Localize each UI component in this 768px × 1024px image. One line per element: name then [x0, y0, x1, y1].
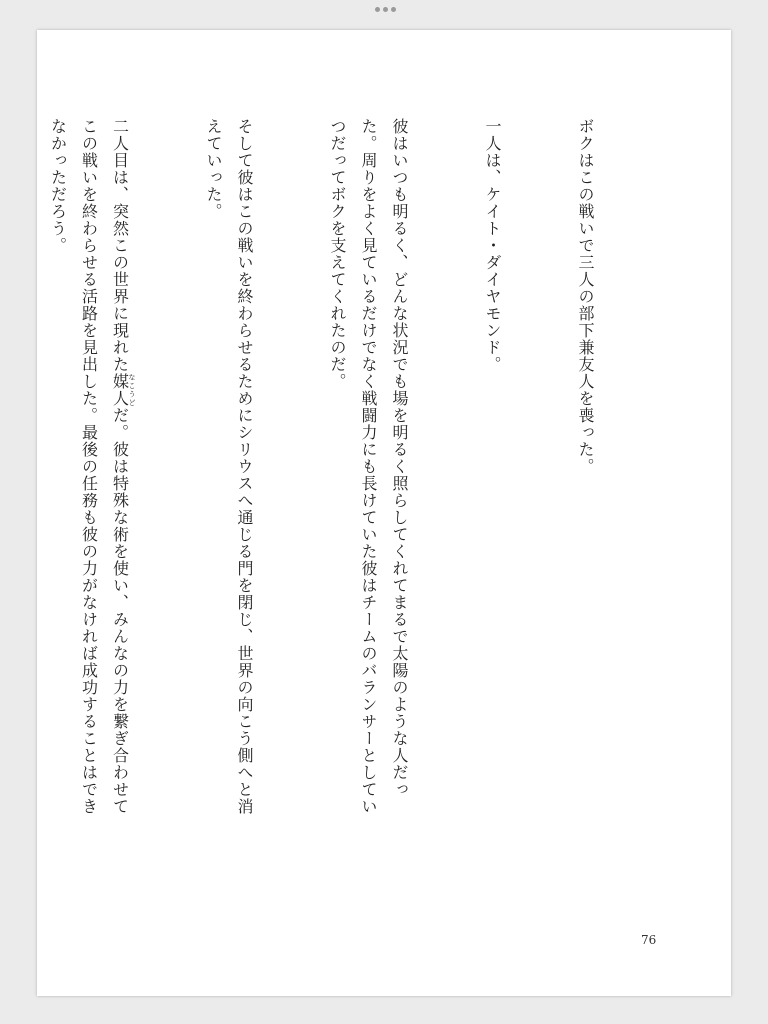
handle-dot-icon: [375, 7, 380, 12]
ruby-word: 媒人なこうど: [110, 373, 136, 407]
ruby-reading: なこうど: [128, 373, 136, 407]
handle-dot-icon: [391, 7, 396, 12]
paragraph-with-ruby: そして彼はこの戦いを終わらせるためにシリウスへ通じる門を閉じ、世界の向こう側へと消えていった。: [204, 118, 254, 815]
page-number: 76: [641, 933, 657, 947]
book-page[interactable]: [37, 30, 731, 996]
handle-dot-icon: [383, 7, 388, 12]
paragraph: 一人は、ケイト・ダイヤモンド。: [483, 118, 502, 373]
paragraph: ボクはこの戦いで三人の部下兼友人を喪った。: [576, 118, 595, 475]
paragraph: 彼はいつも明るく、どんな状況でも場を明るく照らしてくれてまるで太陽のような人だった。周りをよく見ているだけでなく戦闘力にも長けていた彼はチームのバランサーとしていつだってボクを支えてくれたのだ。: [328, 118, 409, 815]
vertical-text-body: [0, 118, 663, 828]
top-menu-handle[interactable]: [372, 5, 398, 13]
paragraph-ruby-line: 二人目は、突然この世界に現れた媒人なこうどだ。彼は特殊な術を使い、みんなの力を繋ぎ合わせてこの戦いを終わらせる活路を見出した。最後の任務も彼の力がなければ成功することはできなかっただろう。: [48, 118, 136, 815]
